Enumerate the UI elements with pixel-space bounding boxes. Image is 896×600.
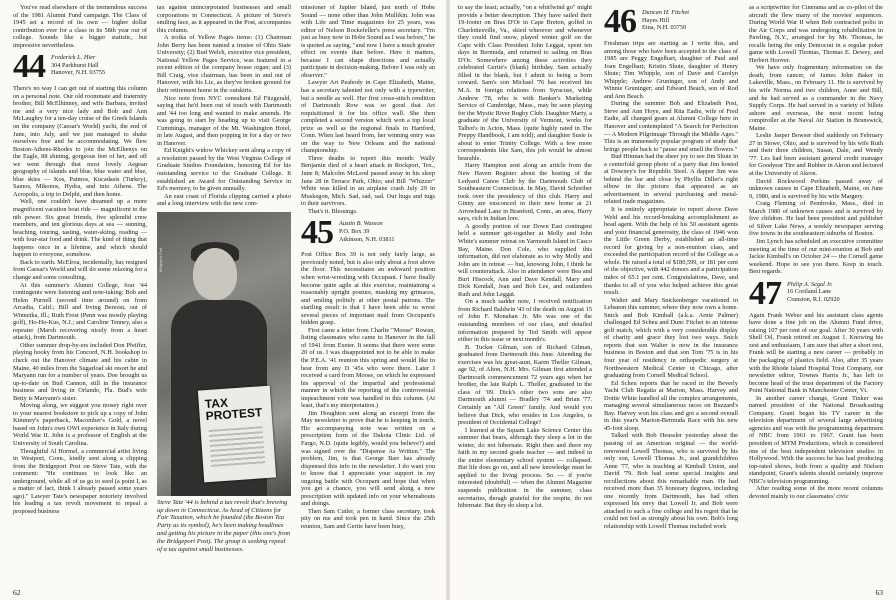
address-line: Etna, N.H. 03750 — [642, 24, 687, 32]
paragraph: Again Frank Weber and his assistant class agents have done a fine job on the Alumni Fund drive, raising 107 per cent of our goal. After 30 years with Shell Oil, Frank retired on August 1. Knowing his zest and enthusiasm, I am sure that after a short rest, Frank will be starting a new career — probably in the packaging of plastics field. Also, after 35 years with the Rhode Island Hospital Trust Company, our newsletter editor, Townes Harris Jr., has left to become head of the trust department of the Factory Point National Bank in Manchester Center, Vt. — [749, 311, 883, 395]
paragraph: That's it. Blessings. — [308, 207, 358, 215]
paragraph: You've read elsewhere of the tremendous success of the 1981 Alumni Fund campaign. The Class of 1945 set a record of its own — higher dollar contribution ever for a class in its 58th year out of college. Sounds like a bigger statistic, but impressive nevertheless. — [13, 4, 147, 49]
class-heading-47 — [749, 274, 883, 312]
sign-text: TAX PROTEST — [204, 395, 263, 423]
photo-figure-head — [193, 248, 237, 300]
paragraph: Moving along, we suggest you mosey right over to your nearest bookstore to pick up a copy of John Kimmey's paperback, Macomber's Gold, a novel based on John's own OWI experience in Italy during World War II. John is a professor of English at the University of South Carolina. — [13, 402, 147, 447]
paragraph: to say the least; actually, "on a whirlwind go" might provide a better description. They have sailed their 19-footer on Bras D'Or in Cape Breton, golfed in Charlottesville, Va., skied wherever and whenever they could find snow, played winter golf on the Cape with Class President John Leggat, spent ten days in Bermuda, and returned to sailing on Bras D'Or. Somewhere among these activities they celebrated Gertie's (blank) birthday. Sam actually filled in the blank, but I admit to being a born coward. Sam's son Michael '76 has received his M.A. in foreign relations from Syracuse, while Andrew '78, who is with Banker's Marketing Service of Cambridge, Mass., may be seen playing for the Mystic River Rugby Club. Daughter Marty, a graduate of the University of Vermont, works for Talbot's in Acton, Mass. (quite highly rated in The Preppy Handbook, I am told); and daughter Susie is about to enter Trinity College. With a few more correspondents like Sam, this job would be almost bearable. — [458, 4, 592, 162]
address-line: Hayes Hill — [642, 16, 670, 24]
sign-small-print — [209, 426, 266, 468]
paragraph: Post Office Box 39 is not only fairly large, as previously noted, but is also only about a foot above the floor. This necessitates an awkward position when wrist-wrestling with Occupant. I have finally become quite agile at this exercise, maintaining a reasonably upright posture, masking my grimaces, and smiling politely at other postal patrons. The startling result is that I have been able to wrest several pieces of important mail from Occupant's hidden grasp. — [301, 251, 435, 327]
paragraph: Craig Fleming of Pembroke, Mass., died in March 1980 of unknown causes and is survived by five children. He had been president and publisher of Silver Lake News, a weekly newspaper serving five towns in the southeastern suburbs of Boston. — [749, 200, 883, 238]
address-line: Cranston, R.I. 02920 — [787, 295, 840, 303]
column-2 — [157, 4, 291, 590]
paragraph: Well, one couldn't have dreamed up a more magnificent vacation boat ride — magnificent to the nth power. Six great friends, five splendid crew members, and ten glorious days at sea — sunning, beaching, touring, tasting, water-skiing, reading — with four-star food and drink. The kind of thing that happens once in a lifetime, and which should happen to everyone, somehow. — [13, 198, 147, 259]
class-heading-44 — [13, 48, 147, 86]
paragraph: Other summer drop-by-ers included Don Pfeiffer, playing hooky from his Concord, N.H. bookshop to check out the Hanover climate and his cabin in Maine, 40 miles from the Sugarloaf ski resort he and Maryann run for a number of years. Doe brought us up-to-date on Bud Cannon, still in the insurance business and living in Orlando, Fla. Bud's wife Betty is Maryann's sister. — [13, 341, 147, 402]
photo-credit: Bridgeport Post — [159, 247, 163, 272]
column-1 — [13, 4, 147, 590]
paragraph: missioner of Jupiter Island, just north of Hobe Sound — none other than John Mullikin. John was with Life and Time magazines for 25 years, was editor of Nelson Rockefeller's press secretary. "I'm just as busy now in Hobe Sound as I was before," he is quoted as saying, "and now I have a much greater effect on events than before. Here it matters, because I can shape directions and actually participate in decision-making. Before I was only an observer." — [301, 4, 435, 79]
class-secretary-address — [787, 279, 840, 304]
right-page — [448, 0, 896, 600]
page-number: 63 — [875, 588, 883, 597]
class-year: 47 — [749, 274, 781, 312]
paragraph: Harry Hampton sent along an article from the New Haven Register about the hosting of the Ledyard Canoe Club by the Dartmouth Club of Southeastern Connecticut. In May, David Schreiber took over the presidency of this club. Harry and Ginny are ensconced in their new home at 21 Arrowhead Lane in Branford, Conn., an area, Harry says, rich in Indian lore. — [458, 162, 592, 223]
paragraph: A troika of Yellow Pages items: (1) Chairman John Berry has been named a trustee of Ohio State University; (2) Bud Welch, executive vice president, National Yellow Pages Service, was featured in a recent edition of the company house organ; and (3) Bill Craig, vice chairman, has been in and out of Hanover, with his Liz, as they've broken ground for their retirement home in the outskirts. — [157, 34, 291, 95]
paragraph: Jim Houghton sent along an excerpt from the May newsletter to prove that he is keeping in touch. His accompanying note was written on a prescription form of the Dakota Clinic Ltd. of Fargo, N.D. (quite legibly, would you believe?) and was signed over the "Dispense As Written." The problem, Jim, is that George Barr has already dispensed this info in the newsletter. I do want you to know that I appreciate your support in my ongoing battle with Occupant and hope that when you get a chance, you will send along a new prescription with updated info on your whereabouts and doings. — [301, 409, 435, 508]
class-year: 44 — [13, 48, 45, 86]
paragraph: tax against unincorporated businesses and small corporations in Connecticut. A picture of Steve's smiling face, as it appeared in the Post, accompanies this column. — [157, 4, 291, 34]
paragraph: Jim Lynch has scheduled an executive committee meeting at the time of our mini-reunion at Bob and Jackie Kimball's on October 24 — the Cornell game weekend. Hope to see you there. Keep in touch. Best regards. — [749, 237, 883, 276]
paragraph: Thoughtful Al Hormel, a commercial artist living in Westport, Conn., kindly sent along a clipping from the Bridgeport Post on Steve Tate, with the comment: "He continues to look like an underground, while all of us go to seed (a point I, as a matter of fact, think I already passed some years ago)." Lawyer Tate's newspaper notoriety involved his leading a tax revolt movement to repeal a proposed business — [13, 447, 147, 515]
paragraph: An east coast of Florida clipping carried a photo and a long interview with the new com- — [157, 192, 291, 208]
paragraph: It is entirely appropriate to report above Dave Weld and his record-breaking accomplishment as head agent. With the help of his 50 assistant agents and your financial generosity, the class of 1946 won the Little Green Derby, established an all-time record for giving by a non-reunion class, and exceeded the participation record of the College as a whole. He raised a total of $180,599, or 181 per cent of the objective, with 442 donors and a participation index of 65.1 per cent. Congratulations, Dave, and thanks to all of you who helped achieve this great result. — [604, 206, 738, 297]
photo-caption: Steve Tate '44 is behind a tax revolt that's brewing up down in Connecticut. As head of Citizens for Fair Taxation, which he founded (the Boston Tea Party as its symbol), he's been making headlines and getting his picture in the paper (this one's from the Bridgeport Post). The group is seeking repeal of a tax against small businesses. — [157, 498, 291, 553]
secretary-name: Duncan H. Fitchet — [642, 9, 690, 16]
address-line: 304 Parkhurst Hall — [51, 61, 99, 69]
address-line: 16 Cortland Lane — [787, 288, 832, 296]
paragraph: First came a letter from Charlie "Moose" Rowan, listing classmates who came to Hanover in the fall of 1941 from Exeter. It seems that there were some 20 of us. I was disappointed not to be able to make the P.E.A. '41 reunion this spring and would like to hear from any D '45s who were there. Later I received a card from Moose, on which he expressed his approval of the impartial and professional manner in which the reporting of the controversial impeachment vote was handled in this column. (At least, that's my interpretation.) — [301, 326, 435, 410]
paragraph: After reading some of the more recent columns devoted mainly to our classmates' civic — [749, 485, 883, 500]
column-4 — [458, 4, 592, 590]
secretary-name: Frederick L. Hier — [51, 54, 96, 62]
class-year: 45 — [301, 214, 333, 252]
address-line: P.O. Box 39 — [339, 227, 370, 235]
paragraph: We have only fragmentary information on the death, from cancer, of James John Baker in Lakeville, Mass., on February 11. He is survived by his wife Norma and two children, Anne and Bill, and he had served as a commander in the Navy Supply Corps. He had served in a variety of billets ashore and overseas, the most recent being comptroller at the Naval Air Station in Brunswick, Maine. — [749, 64, 883, 132]
class-secretary-address — [51, 52, 105, 77]
paragraph: David Rockwood Perkins passed away of unknown causes in Cape Elizabeth, Maine, on June 9, 1980, and is survived by his wife Margery. — [749, 177, 883, 200]
paragraph: as a scriptwriter for Cinerama and as co-pilot of the aircraft the flew many of the movies' sequences. During World War II when Bob contracted polio in the Air Corps and was undergoing rehabilitation in Pawling, N.Y., arranged for by Mr. Thomas, he recalls being the only Democrat in a regular poker game with Lowell Thomas, Thomas E. Dewey, and Herbert Hoover. — [749, 4, 883, 64]
paragraph: There's no way I can get out of starting this column on a personal note. Our old roommate and fraternity brother, Bill McElhinney, and wife Barbara, invited me and a very nice lady and Bob and Ann McLaughry for a ten-day cruise of the Greek Islands on the company (Caesar's World) yacht, the end of June, into July, and we just managed to shake ourselves free and be accommodating. We flew Boston-Athens-Rhodes to join the McElhenys on the Eagle, 88 shining, gorgeous feet of her, and off we went through that most lovely Aegean geography of islands and blue, blue water and blue, blue skies — Kos, Patmos, Kucadasis (Turkey), Samos, Mikonos, Hydra, and into Athens. The Acropolis, a trip to Delphi, and then home. — [13, 85, 147, 198]
paragraph: At this summer's Alumni College, four '44 contingents were listening and note-taking: Bob and Helen Purnell (second time around) on from Arcadia, Calif.; Bill and Irving Benoist, out of Winnetka, Ill.; Ruth Frost (Penn was mostly playing golf), Ho-Ho-Kus, N.J.; and Caroline Tenney, also a repeater (Marsh recovering nicely from a heart attack), from Dartmouth. — [13, 281, 147, 342]
paragraph: Bud Hinman had the sheer joy to see Jim Shute in a centerfold group photo of a party that Jim hosted at Downey's for Republic Steel. A dapper Jim was behind the bar and close by Phyllis Diller's right elbow in the picture that appeared as an advertisement in several purchasing and metal-related trade magazines. — [604, 153, 738, 206]
paragraph: Ed Knight's widow Whickey sent along a copy of a resolution passed by the West Virginia College of Graduate Studies Foundation, honoring Ed for his outstanding service to the Graduate College. It established an Award for Outstanding Service in Ed's memory, to be given annually. — [157, 147, 291, 193]
column-3 — [301, 4, 435, 590]
class-heading-45 — [301, 214, 435, 252]
paragraph: Freshman trips are starting as I write this, and among those who have been accepted to the class of 1985 are Peggy Engelhart, daughter of Paul and Joan Engelhart; Kristin Shute, daughter of Henry Shute; Tim Whipple, son of Dave and Carolyn Whipple; Andrew Gruninger, son of Andy and Winnie Gruninger; and Edward Beach, son of Rod and Ann Beach. — [604, 40, 738, 100]
paragraph: I learned at the Squam Lake Science Center this summer that bears, although they sleep a lot in the winter, do not hibernate. Right then and there my faith in my second grade teacher — and indeed in the entire elementary school system — collapsed. But life does go on, and all new knowledge must be applied to the living process. So — if you're interested (doubtful) — when the Alumni Magazine suspends publication in the summer, class secretaries, though grateful for the respite, do not hibernate. But they do sleep a lot. — [458, 426, 592, 510]
news-photo-steve-tate — [157, 212, 291, 496]
paragraph: Nice note from NYC consultant Ed Fitzgerald, saying that he'd been out of touch with Dartmouth and '44 too long and wanted to make amends. He was going to start by heading up to visit George Cummings, manager of the Mt. Washington Hotel, in late August, and then popping in for a day or two in Hanover. — [157, 94, 291, 147]
paragraph: On a much sadder note, I received notification from Richard Baldwin '43 of the death on August 15 of John F. Monahan Jr. Mo was one of the outstanding members of our class, and detailed information prepared by Ted Smith will appear either in this issue or next month's. — [458, 298, 592, 344]
paragraph: Then Sam Cutler, a former class secretary, took pity on me and took pen in hand. Since the 25th reunion, Sam and Gertie have been busy, — [301, 507, 435, 530]
column-6 — [749, 4, 883, 590]
secretary-name: Philip A. Segal Jr. — [787, 280, 833, 288]
paragraph: Ed Scheu reports that he raced in the Beverly Yacht Club Regatta at Marion, Mass. Harvey and Dottie White handled all the complex arrangements, managing several simultaneous races on Buzzard's Bay. Harvey won his class and got a second overall in this year's Marion-Bermuda Race with his new 45-foot sloop. — [604, 379, 738, 432]
paragraph: Back to earth. McElroa, incidentally, has resigned from Caesar's World and will do some relaxing for a change and some consulting. — [13, 258, 147, 281]
address-line: Hanover, N.H. 03755 — [51, 69, 106, 77]
column-5 — [604, 4, 738, 590]
paragraph: Leslie Jasper Bowser died suddenly on February 27 in Stowe, Ohio, and is survived by his wife Ruth and their three children, Susan, Dale, and Wendy '77. Les had been assistant general credit manager for Goodyear Tire and Rubber in Akron and lectured at the University of Akron. — [749, 132, 883, 178]
paragraph: A goodly portion of our Down East contingent held a summer get-together at Molly and John White's summer retreat on Yarmouth Island in Casco Bay, Maine. Don Cole, who supplied this information, did not elaborate as to why Molly and John are in retreat — but, knowing John, I think he will counterattack. Also in attendance were Bea and Burt Hiscock, Ann and Dave Kendall, Mary and Dick Kendall, Jean and Bob Lee, and outlanders Ruth and John Leggat. — [458, 222, 592, 298]
paragraph: In another career change, Grant Tinker was named president of the National Broadcasting Company. Grant began his TV career in the television department of several large advertising agencies and was with the programming department of NBC from 1961 to 1967. Grant has been president of MTM Productions, which is considered one of the best independent television studios in Hollywood. With the success he has had producing top-rated shows, both from a quality and Nielsen standpoint, Grant's talents should certainly improve NBC's television programming. — [749, 394, 883, 485]
class-secretary-address — [642, 7, 689, 32]
paragraph: Lawyer Art Peabody in Cape Elizabeth, Maine, has a secretary talented not only with a typewriter, but a needle as well. Her first cross-stitch rendition of Dartmouth Row was so good that Art requisitioned it for his office wall. She then completed a second version which won a top local prize as well as the regional finals in Hartford, Conn. When last heard from, her winning entry was on the way to New Orleans and the national championship. — [301, 79, 435, 155]
paragraph: B. Tucker Gilman, son of Richard Gilman, graduated from Dartmouth this June. Attending the exercises was his great-aunt, Karen Theller Gilman, age 92, of Alton, N.H. Mrs. Gilman first attended a Dartmouth commencement 72 years ago when her brother, the late Ralph L. Theller, graduated in the class of '09. Dick's other two sons are also Dartmouth alumni — Bradley '74 and Brian '77. Certainly an "All Green" family. And would you believe that Dick, who resides in Los Angeles, is president of Occidental College? — [458, 343, 592, 427]
class-secretary-address — [339, 218, 395, 243]
secretary-name: Austin B. Wasson — [339, 220, 383, 228]
paragraph: Three deaths to report this month: Wally Benjamin died of a heart attack in Rockport, Tex., June 8; Malcolm McLeod passed away in his sleep June 28 in Terrace Park, Ohio; and Bill "Whizzer" White was killed in an airplane crash July 29 in Muskegon, Mich. Sad, sad, sad. Our hugs and tugs to their survivors. — [301, 154, 435, 208]
paragraph: During the summer Bob and Elizabeth Post, Steve and Ann Hoye, and Rita Eadie, wife of Fred Eadie, all changed gears at Alumni College here in Hanover and contemplated "A Search for Perfection — A Modern Pilgrimage Through the Middle Ages." This is an immensely popular program of study that brings people back to "pause and smell the flowers." — [604, 100, 738, 153]
tax-protest-sign — [198, 385, 276, 482]
paragraph: Talked with Bob Heussler yesterday about the passing of an American original — the world-renowned Lowell Thomas, who is survived by his only son, Lowell Thomas Jr., and grandchildren Anne '77, who is teaching at Kimball Union, and David '79. Bob had some special insights and recollections about this remarkable man. He had received more than 35 honorary degrees, including one recently from Dartmouth, has had often expressed his envy that Lowell Jr. and Bob were attached to such a fine college and his regret that he could not feel as strongly about his own. Bob's long relationship with Lowell Thomas included work — [604, 432, 738, 530]
page-number: 62 — [13, 588, 21, 597]
class-year: 46 — [604, 4, 636, 40]
paragraph: Walter and Mary Snickenberger vacationed in Lebanon this summer, where they now own a home. Snick and Bob Kimball (a.k.a. Arnie Palmer) challenged Ed Scheu and Dunc Fitchet to an intense golf match, which with a very considerable display of charity and grace they lost two ways. Snick reports that son Walter is now in the insurance business in Boston and that son Tom '75 is in his four year of residency in orthopedic surgery at Northwestern Medical Center in Chicago, after graduating from Cornell Medical School. — [604, 296, 738, 380]
class-heading-46 — [604, 4, 738, 40]
address-line: Atkinson, N.H. 03811 — [339, 235, 395, 243]
